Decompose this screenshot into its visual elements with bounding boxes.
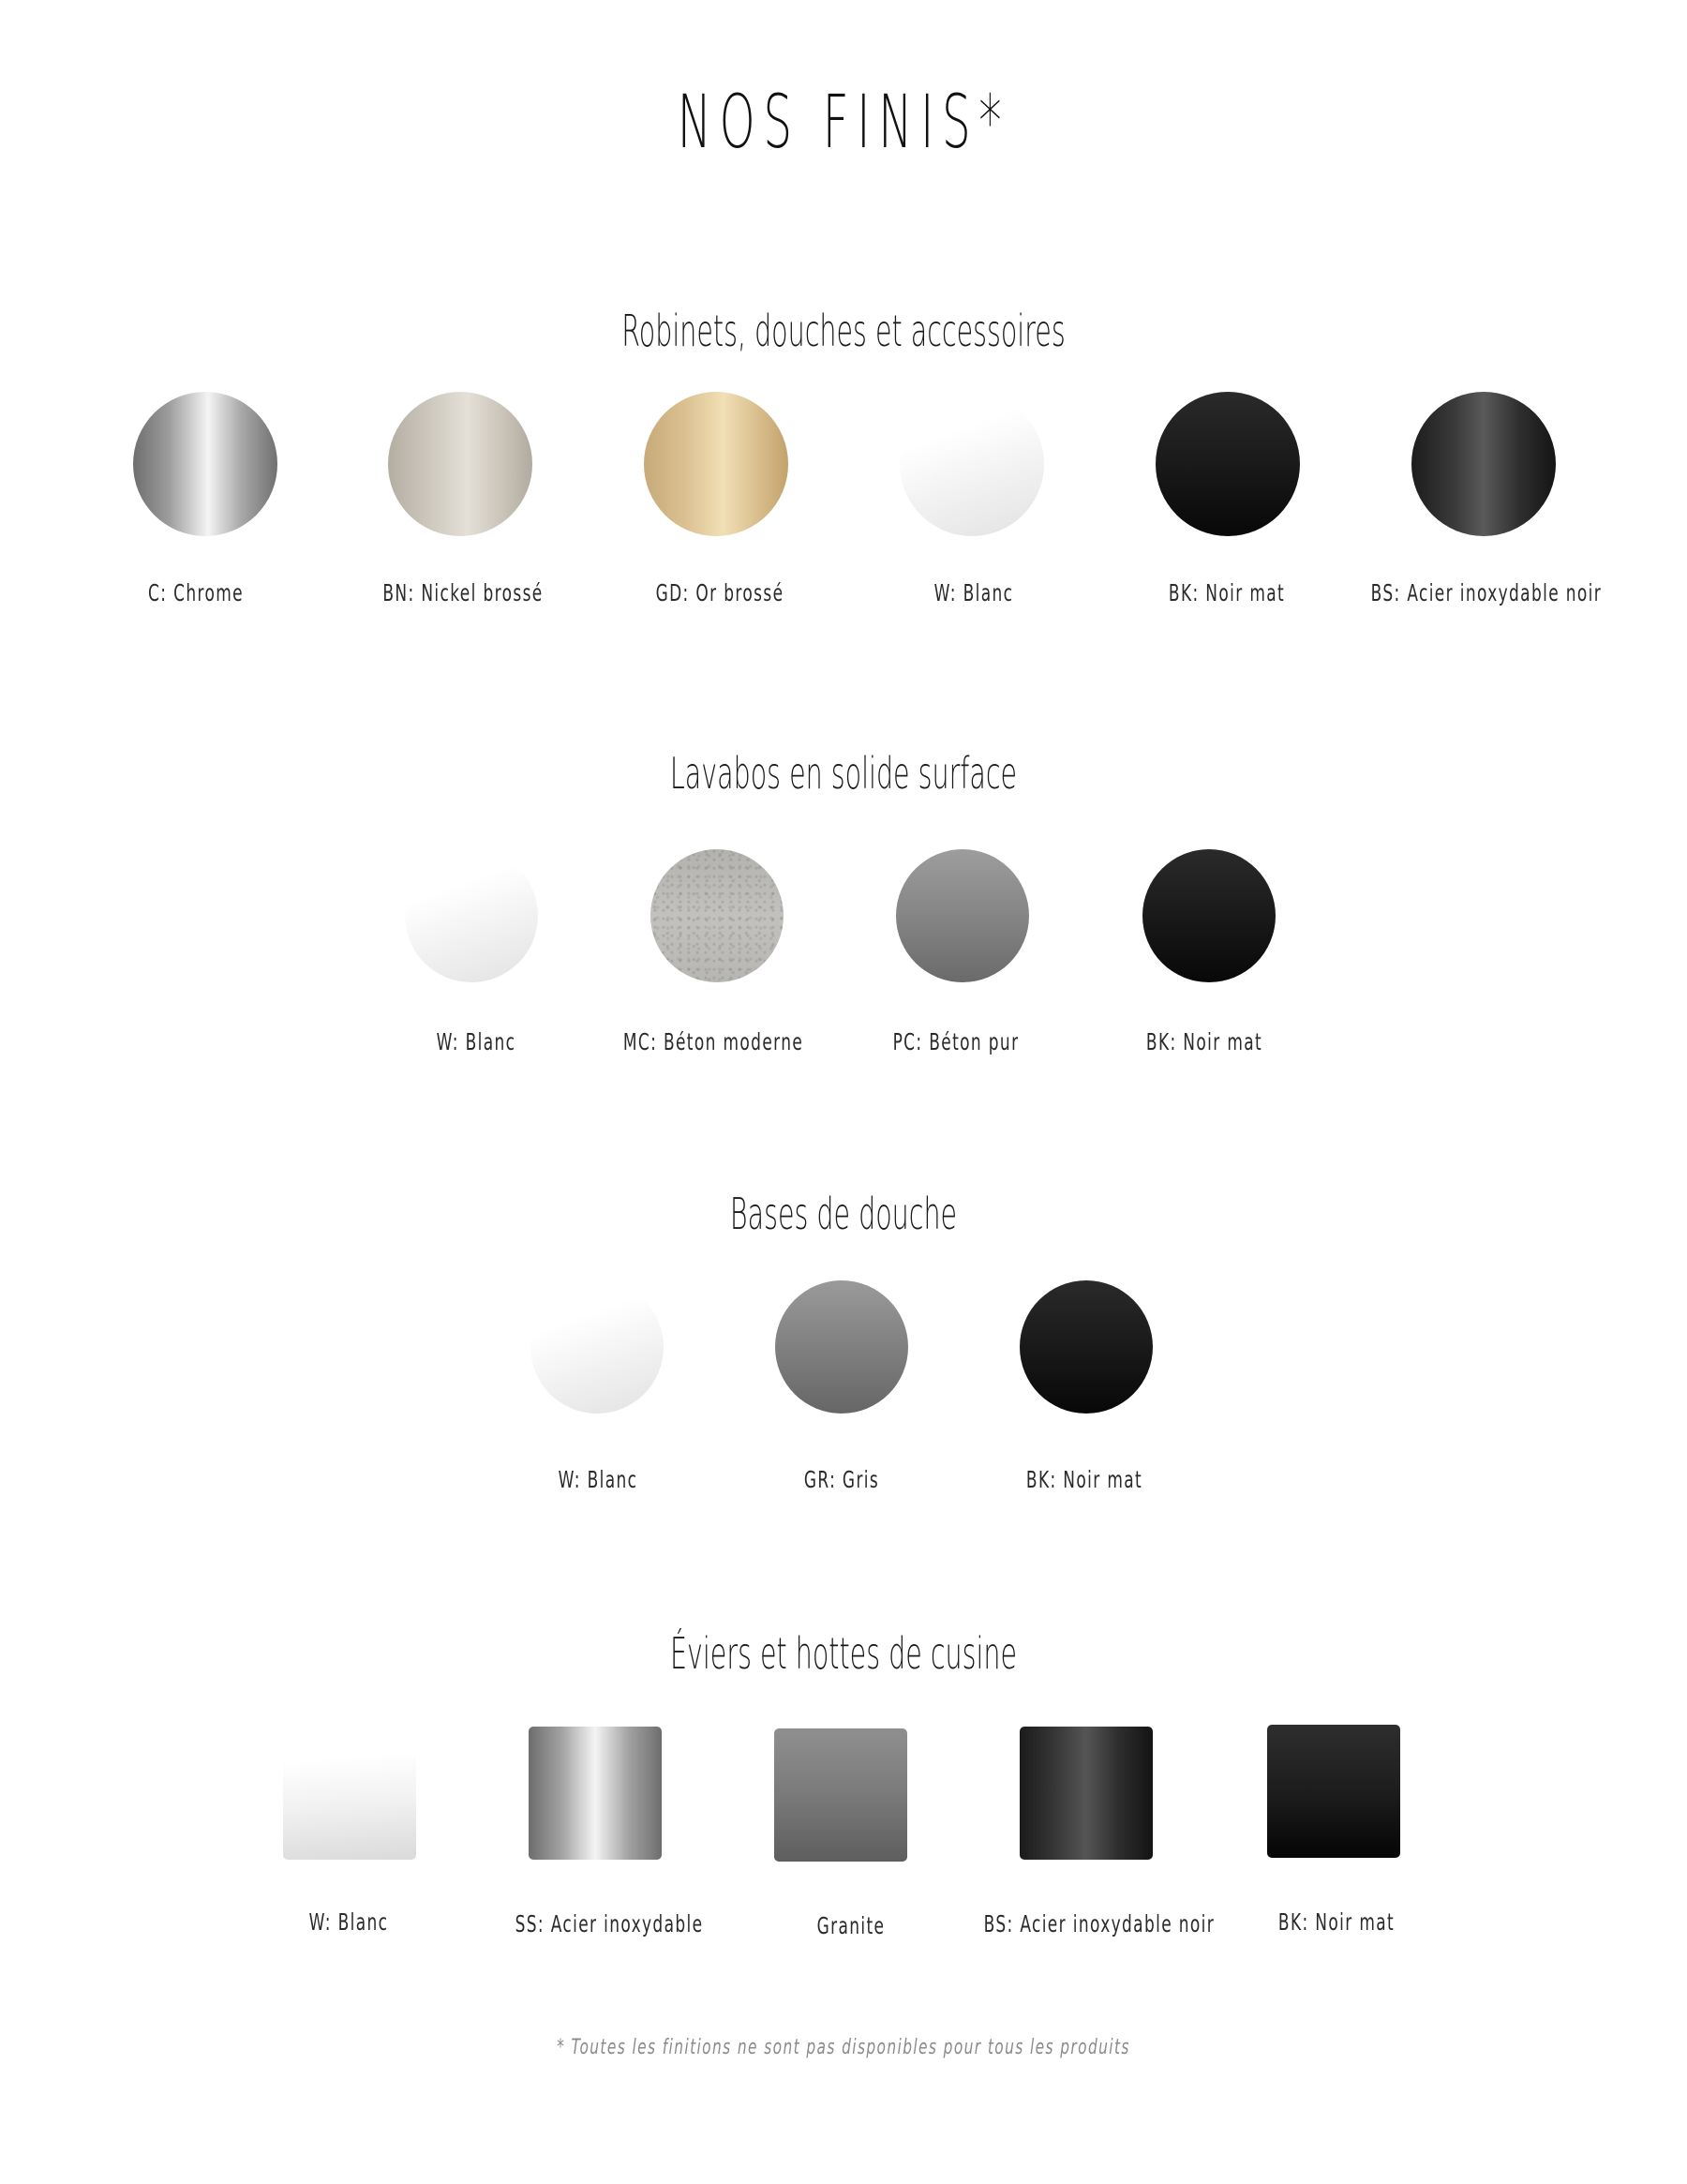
swatch-brushed-nickel xyxy=(388,392,532,536)
finish-label: MC: Béton moderne xyxy=(622,1028,804,1055)
swatch-matte-black xyxy=(1267,1725,1400,1858)
finish-label: PC: Béton pur xyxy=(892,1028,1020,1055)
finish-label: BK: Noir mat xyxy=(1277,1908,1396,1936)
swatch-chrome xyxy=(133,392,277,536)
swatch-black-stainless xyxy=(1020,1727,1153,1860)
finish-label: SS: Acier inoxydable xyxy=(515,1910,704,1937)
finish-label: GD: Or brossé xyxy=(655,579,784,606)
swatch-pure-concrete xyxy=(896,849,1029,982)
availability-footnote: * Toutes les finitions ne sont pas disponibles pour tous les produits xyxy=(557,2036,1130,2059)
section-title-faucets: Robinets, douches et accessoires xyxy=(621,306,1066,356)
swatch-matte-black xyxy=(1020,1280,1153,1414)
swatch-stainless-steel xyxy=(529,1727,662,1860)
swatch-matte-black xyxy=(1156,392,1300,536)
finish-label: C: Chrome xyxy=(148,579,244,606)
swatch-modern-concrete xyxy=(650,849,784,982)
swatch-granite xyxy=(774,1728,907,1862)
page-title: NOS FINIS* xyxy=(677,81,1010,165)
swatch-black-stainless xyxy=(1411,392,1556,536)
finish-label: BK: Noir mat xyxy=(1025,1466,1143,1493)
finish-label: BS: Acier inoxydable noir xyxy=(1370,579,1603,606)
finish-label: GR: Gris xyxy=(803,1466,880,1493)
section-title-sinks: Lavabos en solide surface xyxy=(669,748,1018,799)
swatch-brushed-gold xyxy=(644,392,788,536)
finish-label: BN: Nickel brossé xyxy=(382,579,544,606)
finish-label: BS: Acier inoxydable noir xyxy=(983,1910,1216,1937)
swatch-white xyxy=(283,1727,416,1860)
finish-label: Granite xyxy=(816,1912,886,1939)
finish-label: BK: Noir mat xyxy=(1145,1028,1263,1055)
finish-label: BK: Noir mat xyxy=(1168,579,1286,606)
finish-label: W: Blanc xyxy=(308,1908,389,1936)
section-title-kitchen: Éviers et hottes de cusine xyxy=(669,1628,1018,1679)
finish-label: W: Blanc xyxy=(933,579,1014,606)
finish-label: W: Blanc xyxy=(436,1028,516,1055)
swatch-matte-black xyxy=(1142,849,1276,982)
swatch-white xyxy=(405,849,538,982)
swatch-grey xyxy=(775,1280,908,1414)
finish-label: W: Blanc xyxy=(558,1466,638,1493)
swatch-white xyxy=(530,1280,664,1414)
swatch-white xyxy=(900,392,1044,536)
section-title-shower-bases: Bases de douche xyxy=(729,1189,958,1239)
